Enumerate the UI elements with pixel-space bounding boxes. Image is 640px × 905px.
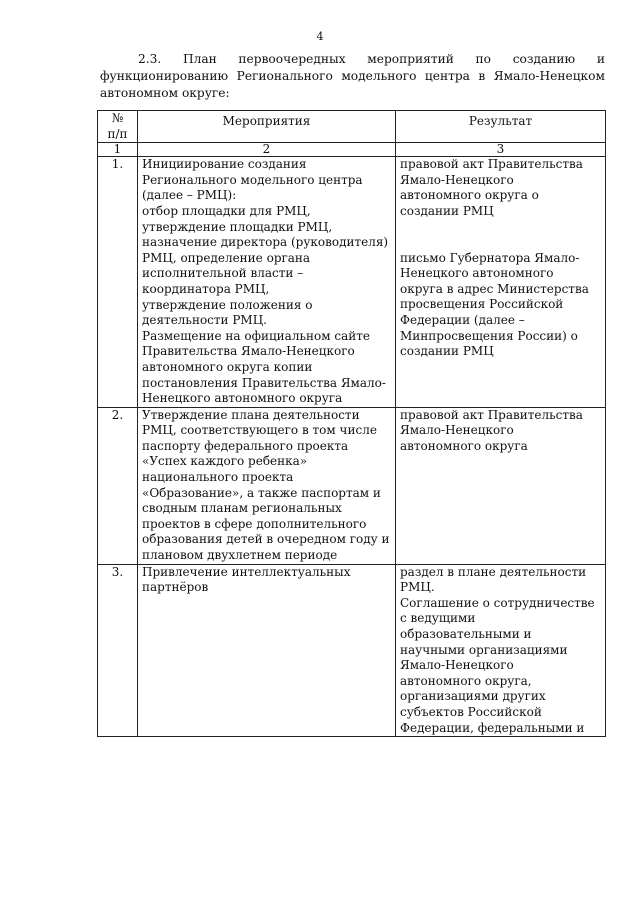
activity-line: Ненецкого автономного округа	[142, 391, 343, 406]
result-line: создании РМЦ	[400, 203, 494, 218]
result-line: субъектов Российской	[400, 704, 542, 719]
result-line: организациями других	[400, 689, 546, 704]
result-line: раздел в плане деятельности	[400, 564, 587, 579]
column-index: 1	[98, 143, 138, 157]
result-line: правовой акт Правительства	[400, 157, 583, 172]
activity-line: РМЦ, определение органа	[142, 250, 311, 265]
activity-line: Размещение на официальном сайте	[142, 328, 370, 343]
result-line: Федерации, федеральными и	[400, 720, 585, 735]
heading-line-2: функционированию Регионального модельного центра в Ямало-Ненецком	[100, 69, 605, 83]
result-line: округа в адрес Министерства	[400, 281, 589, 296]
result-line: письмо Губернатора Ямало-	[400, 250, 580, 265]
activity-line: «Успех каждого ребенка»	[142, 454, 308, 469]
activity-line: национального проекта	[142, 470, 294, 485]
activity-line: проектов в сфере дополнительного	[142, 516, 367, 531]
table-row	[98, 157, 606, 408]
activity-line: плановом двухлетнем периоде	[142, 548, 338, 563]
activity-line: партнёров	[142, 580, 209, 595]
result-line: Минпросвещения России) о	[400, 328, 578, 343]
result-line: Федерации (далее –	[400, 312, 525, 327]
table-row	[98, 407, 606, 564]
activity-line: координатора РМЦ,	[142, 281, 270, 296]
result-line: с ведущими	[400, 611, 476, 626]
activity-line: образования детей в очередном году и	[142, 532, 390, 547]
result-cell	[396, 157, 606, 408]
result-line: Ямало-Ненецкого	[400, 172, 514, 187]
activity-line: исполнительной власти –	[142, 266, 304, 281]
plan-table	[97, 110, 606, 737]
activity-line: (далее – РМЦ):	[142, 188, 237, 203]
result-line: Ямало-Ненецкого	[400, 423, 514, 438]
header-activities: Мероприятия	[138, 111, 396, 143]
result-line: автономного округа,	[400, 673, 532, 688]
activity-line: отбор площадки для РМЦ,	[142, 203, 311, 218]
result-line: автономного округа	[400, 438, 528, 453]
result-line: научными организациями	[400, 642, 568, 657]
row-number: 2.	[98, 407, 138, 564]
column-index-row	[98, 143, 606, 157]
page-number: 4	[316, 30, 324, 43]
result-cell	[396, 564, 606, 737]
activity-cell	[138, 564, 396, 737]
activity-line: Утверждение плана деятельности	[142, 407, 360, 422]
heading-line-3: автономном округе:	[100, 86, 230, 100]
activity-cell	[138, 157, 396, 408]
activity-cell	[138, 407, 396, 564]
activity-line: Инициирование создания	[142, 157, 307, 172]
result-cell	[396, 407, 606, 564]
activity-line: утверждение площадки РМЦ,	[142, 219, 333, 234]
table-row	[98, 564, 606, 737]
section-heading	[100, 51, 605, 102]
result-line: Ненецкого автономного	[400, 266, 554, 281]
activity-line: РМЦ, соответствующего в том числе	[142, 423, 377, 438]
activity-line: паспорту федерального проекта	[142, 438, 349, 453]
result-line: просвещения Российской	[400, 297, 564, 312]
row-number: 3.	[98, 564, 138, 737]
activity-line: сводным планам региональных	[142, 501, 342, 516]
header-num-line-2: п/п	[107, 126, 128, 141]
activity-line: постановления Правительства Ямало-	[142, 375, 386, 390]
result-line: Ямало-Ненецкого	[400, 658, 514, 673]
column-index: 3	[396, 143, 606, 157]
activity-line: автономного округа копии	[142, 359, 313, 374]
spacer	[400, 220, 601, 251]
table-header-row	[98, 111, 606, 143]
activity-line: Привлечение интеллектуальных	[142, 564, 351, 579]
column-index: 2	[138, 143, 396, 157]
result-line: Соглашение о сотрудничестве	[400, 595, 595, 610]
result-line: РМЦ.	[400, 580, 435, 595]
activity-line: назначение директора (руководителя)	[142, 235, 389, 250]
header-num-line-1: №	[111, 111, 124, 125]
activity-line: «Образование», а также паспортам и	[142, 485, 381, 500]
heading-line-1: 2.3. План первоочередных мероприятий по созданию и	[138, 52, 605, 66]
result-line: создании РМЦ	[400, 344, 494, 359]
header-result: Результат	[396, 111, 606, 143]
activity-line: Правительства Ямало-Ненецкого	[142, 344, 355, 359]
activity-line: деятельности РМЦ.	[142, 313, 267, 328]
activity-line: Регионального модельного центра	[142, 172, 363, 187]
header-num	[98, 111, 138, 143]
activity-line: утверждение положения о	[142, 297, 313, 312]
result-line: автономного округа о	[400, 188, 539, 203]
result-line: образовательными и	[400, 627, 532, 641]
result-line: правовой акт Правительства	[400, 407, 583, 422]
row-number: 1.	[98, 157, 138, 408]
